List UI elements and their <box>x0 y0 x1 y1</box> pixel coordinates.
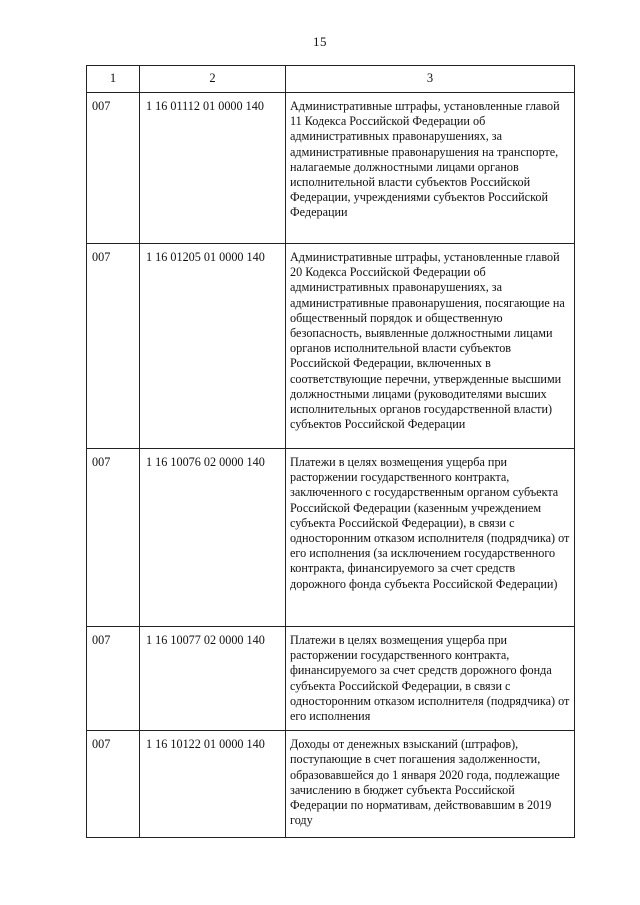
admin-code-cell: 007 <box>87 449 140 627</box>
table-header-row <box>87 66 575 93</box>
admin-code-cell: 007 <box>87 93 140 244</box>
kbk-code-cell: 1 16 10077 02 0000 140 <box>140 627 286 731</box>
table-row <box>87 244 575 449</box>
table-row <box>87 731 575 838</box>
table-row <box>87 93 575 244</box>
admin-code-cell: 007 <box>87 244 140 449</box>
kbk-code-cell: 1 16 01205 01 0000 140 <box>140 244 286 449</box>
column-header-3: 3 <box>286 66 575 93</box>
description-cell: Платежи в целях возмещения ущерба при расторжении государственного контракта, финансируемого за счет средств дорожного фонда субъекта Российской Федерации, в связи с односторонним отказом исполнителя (подрядчика) от его исполнения <box>286 627 575 731</box>
revenue-codes-table <box>86 65 575 838</box>
page-number: 15 <box>313 34 327 49</box>
admin-code-cell: 007 <box>87 731 140 838</box>
table-row <box>87 627 575 731</box>
description-cell: Административные штрафы, установленные главой 20 Кодекса Российской Федерации об административных правонарушениях, за административные правонарушения, посягающие на общественный порядок и общественную безопасность, выявленные должностными лицами органов исполнительной власти субъектов Российской Федерации, включенных в соответствующие перечни, утвержденные высшими должностными лицами (руководителями высших исполнительных органов государственной власти) субъектов Российской Федерации <box>286 244 575 449</box>
column-header-2: 2 <box>140 66 286 93</box>
description-cell: Административные штрафы, установленные главой 11 Кодекса Российской Федерации об административных правонарушениях, за административные правонарушения на транспорте, налагаемые должностными лицами органов исполнительной власти субъектов Российской Федерации, учреждениями субъектов Российской Федерации <box>286 93 575 244</box>
description-cell: Платежи в целях возмещения ущерба при расторжении государственного контракта, заключенного с государственным органом субъекта Российской Федерации (казенным учреждением субъекта Российской Федерации), в связи с односторонним отказом исполнителя (подрядчика) от его исполнения (за исключением государственного контракта, финансируемого за счет средств дорожного фонда субъекта Российской Федерации) <box>286 449 575 627</box>
kbk-code-cell: 1 16 01112 01 0000 140 <box>140 93 286 244</box>
description-cell: Доходы от денежных взысканий (штрафов), поступающие в счет погашения задолженности, образовавшейся до 1 января 2020 года, подлежащие зачислению в бюджет субъекта Российской Федерации по нормативам, действовавшим в 2019 году <box>286 731 575 838</box>
column-header-1: 1 <box>87 66 140 93</box>
kbk-code-cell: 1 16 10122 01 0000 140 <box>140 731 286 838</box>
kbk-code-cell: 1 16 10076 02 0000 140 <box>140 449 286 627</box>
admin-code-cell: 007 <box>87 627 140 731</box>
table-row <box>87 449 575 627</box>
